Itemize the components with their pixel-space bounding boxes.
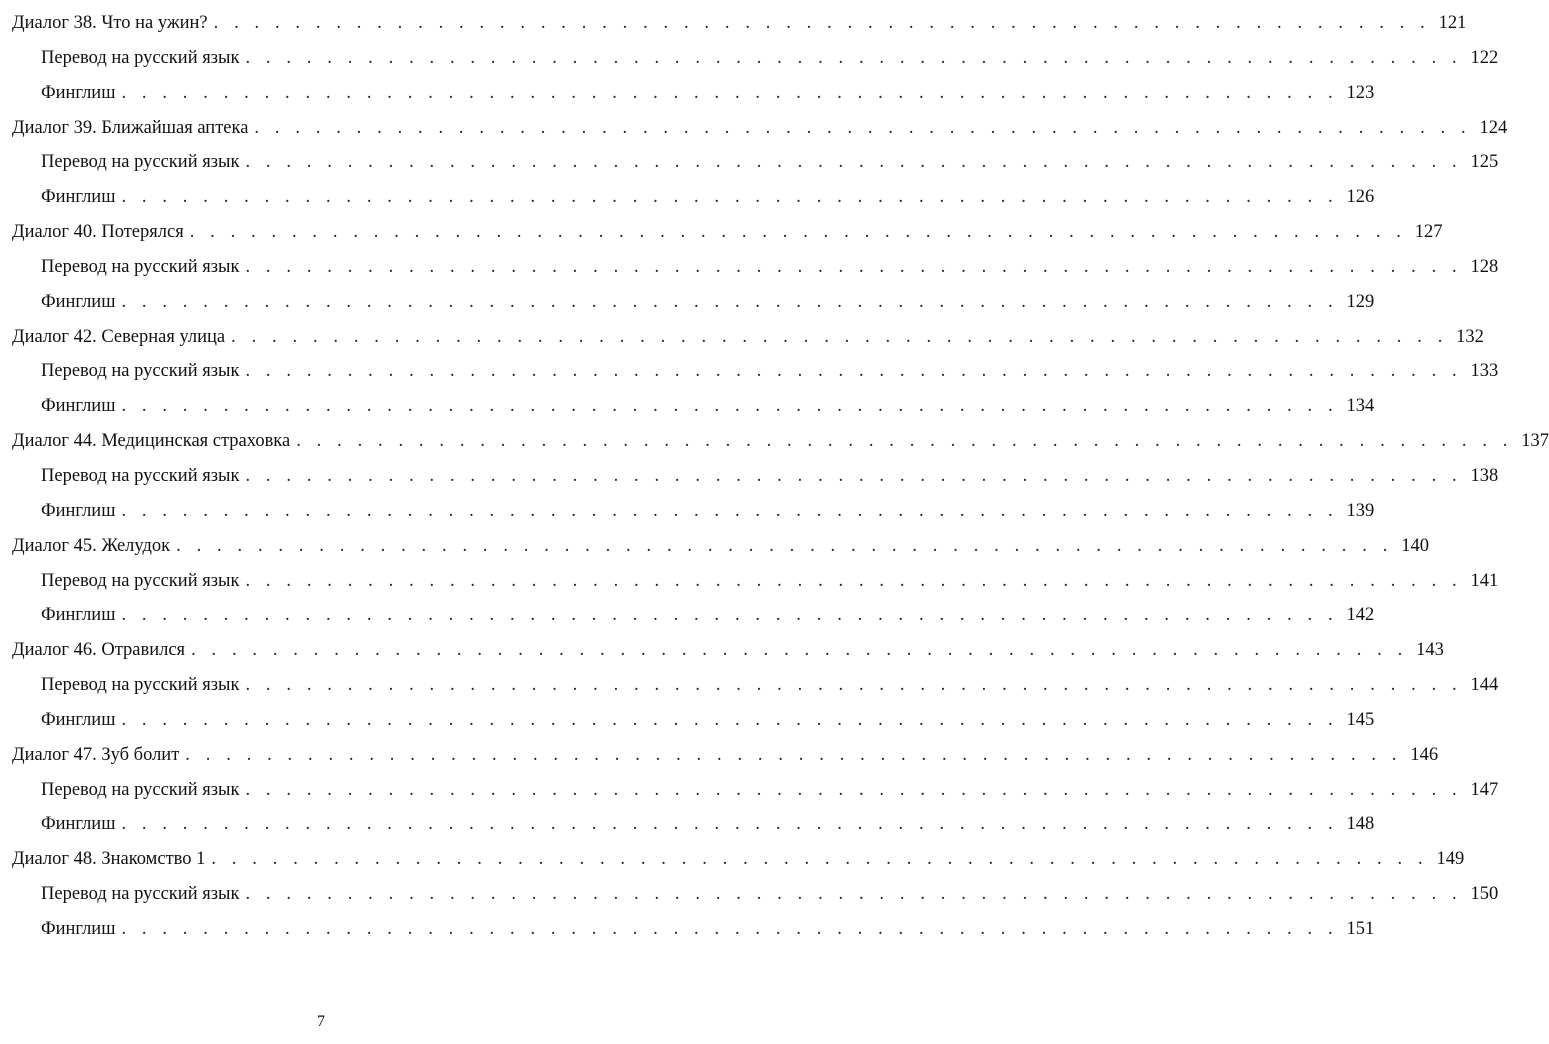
toc-entry-title: Финглиш [41,814,116,835]
toc-entry-title: Перевод на русский язык [41,256,240,277]
toc-subsection-entry[interactable] [0,773,1499,808]
toc-entry-title: Диалог 39. Ближайшая аптека [12,117,249,138]
toc-entry-title: Финглиш [41,187,116,208]
toc-subsection-entry[interactable] [0,459,1499,494]
toc-entry-title: Перевод на русский язык [41,47,240,68]
toc-entry-page-number: 132 [1456,326,1484,347]
toc-entry-title: Перевод на русский язык [41,361,240,382]
dot-leader: . . . . . . . . . . . . . . . . . . . . . . . . . . . . . . . . . . . . . . . . . . . . . . . . . . . . . . . . . . . . [245,884,1463,905]
dot-leader: . . . . . . . . . . . . . . . . . . . . . . . . . . . . . . . . . . . . . . . . . . . . . . . . . . . . . . . . . . . . [121,291,1339,312]
toc-chapter-entry[interactable] [0,320,1484,355]
dot-leader: . . . . . . . . . . . . . . . . . . . . . . . . . . . . . . . . . . . . . . . . . . . . . . . . . . . . . . . . . . . . [121,82,1339,103]
dot-leader: . . . . . . . . . . . . . . . . . . . . . . . . . . . . . . . . . . . . . . . . . . . . . . . . . . . . . . . . . . . . [121,814,1339,835]
toc-subsection-entry[interactable] [0,877,1499,912]
toc-subsection-entry[interactable] [0,389,1375,424]
dot-leader: . . . . . . . . . . . . . . . . . . . . . . . . . . . . . . . . . . . . . . . . . . . . . . . . . . . . . . . . . . . . [245,256,1463,277]
toc-entry-page-number: 141 [1470,570,1499,591]
toc-entry-title: Перевод на русский язык [41,884,240,905]
dot-leader: . . . . . . . . . . . . . . . . . . . . . . . . . . . . . . . . . . . . . . . . . . . . . . . . . . . . . . . . . . . . [213,13,1431,33]
toc-entry-page-number: 151 [1346,918,1375,939]
toc-entry-page-number: 146 [1410,744,1439,765]
toc-entry-page-number: 149 [1436,849,1465,870]
toc-entry-title: Диалог 48. Знакомство 1 [12,849,206,870]
dot-leader: . . . . . . . . . . . . . . . . . . . . . . . . . . . . . . . . . . . . . . . . . . . . . . . . . . . . . . . . . . . . [245,361,1463,382]
toc-entry-page-number: 148 [1346,814,1375,835]
toc-entry-page-number: 128 [1470,256,1499,277]
toc-entry-title: Диалог 44. Медицинская страховка [12,431,291,452]
toc-entry-page-number: 129 [1346,291,1375,312]
toc-entry-page-number: 147 [1470,779,1499,800]
toc-entry-title: Перевод на русский язык [41,152,240,173]
toc-entry-page-number: 122 [1470,47,1499,68]
toc-entry-page-number: 137 [1521,431,1549,452]
toc-entry-title: Перевод на русский язык [41,465,240,486]
dot-leader: . . . . . . . . . . . . . . . . . . . . . . . . . . . . . . . . . . . . . . . . . . . . . . . . . . . . . . . . . . . . [191,640,1408,661]
dot-leader: . . . . . . . . . . . . . . . . . . . . . . . . . . . . . . . . . . . . . . . . . . . . . . . . . . . . . . . . . . . . [254,117,1472,138]
toc-chapter-entry[interactable] [0,633,1444,668]
toc-entry-page-number: 145 [1346,709,1375,730]
dot-leader: . . . . . . . . . . . . . . . . . . . . . . . . . . . . . . . . . . . . . . . . . . . . . . . . . . . . . . . . . . . . [185,744,1403,765]
toc-entry-title: Диалог 40. Потерялся [12,222,184,243]
toc-subsection-entry[interactable] [0,145,1499,180]
table-of-contents [0,6,1549,947]
toc-entry-page-number: 123 [1346,82,1375,103]
toc-entry-page-number: 134 [1346,396,1375,417]
dot-leader: . . . . . . . . . . . . . . . . . . . . . . . . . . . . . . . . . . . . . . . . . . . . . . . . . . . . . . . . . . . . [245,465,1463,486]
toc-chapter-entry[interactable] [0,738,1439,773]
toc-entry-title: Диалог 45. Желудок [12,535,171,556]
toc-entry-title: Перевод на русский язык [41,779,240,800]
page-number: 7 [317,1013,325,1030]
toc-entry-title: Финглиш [41,918,116,939]
toc-subsection-entry[interactable] [0,703,1375,738]
dot-leader: . . . . . . . . . . . . . . . . . . . . . . . . . . . . . . . . . . . . . . . . . . . . . . . . . . . . . . . . . . . . [245,570,1463,591]
toc-entry-page-number: 144 [1470,675,1499,696]
toc-entry-page-number: 124 [1479,117,1508,138]
toc-entry-page-number: 150 [1470,884,1499,905]
toc-subsection-entry[interactable] [0,912,1375,947]
toc-entry-page-number: 133 [1470,361,1499,382]
toc-entry-title: Финглиш [41,605,116,626]
toc-chapter-entry[interactable] [0,215,1443,250]
toc-subsection-entry[interactable] [0,807,1375,842]
dot-leader: . . . . . . . . . . . . . . . . . . . . . . . . . . . . . . . . . . . . . . . . . . . . . . . . . . . . . . . . . . . . [121,918,1339,939]
toc-chapter-entry[interactable] [0,842,1465,877]
toc-subsection-entry[interactable] [0,180,1375,215]
toc-subsection-entry[interactable] [0,250,1499,285]
dot-leader: . . . . . . . . . . . . . . . . . . . . . . . . . . . . . . . . . . . . . . . . . . . . . . . . . . . . . . . . . . . . [245,152,1463,173]
toc-entry-title: Перевод на русский язык [41,570,240,591]
dot-leader: . . . . . . . . . . . . . . . . . . . . . . . . . . . . . . . . . . . . . . . . . . . . . . . . . . . . . . . . . . . . [245,675,1463,696]
toc-entry-page-number: 126 [1346,187,1375,208]
toc-entry-title: Финглиш [41,82,116,103]
toc-subsection-entry[interactable] [0,41,1499,76]
dot-leader: . . . . . . . . . . . . . . . . . . . . . . . . . . . . . . . . . . . . . . . . . . . . . . . . . . . . . . . . . . . . [189,222,1407,243]
toc-entry-title: Диалог 42. Северная улица [12,326,226,347]
dot-leader: . . . . . . . . . . . . . . . . . . . . . . . . . . . . . . . . . . . . . . . . . . . . . . . . . . . . . . . . . . . . [176,535,1393,556]
dot-leader: . . . . . . . . . . . . . . . . . . . . . . . . . . . . . . . . . . . . . . . . . . . . . . . . . . . . . . . . . . . . [121,709,1339,730]
toc-entry-title: Диалог 46. Отравился [12,640,186,661]
toc-chapter-entry[interactable] [0,424,1549,459]
toc-subsection-entry[interactable] [0,668,1499,703]
toc-entry-page-number: 140 [1401,535,1429,556]
toc-chapter-entry[interactable] [0,6,1467,41]
toc-subsection-entry[interactable] [0,354,1499,389]
toc-entry-page-number: 142 [1346,605,1375,626]
toc-chapter-entry[interactable] [0,111,1508,146]
dot-leader: . . . . . . . . . . . . . . . . . . . . . . . . . . . . . . . . . . . . . . . . . . . . . . . . . . . . . . . . . . . . [245,47,1463,68]
dot-leader: . . . . . . . . . . . . . . . . . . . . . . . . . . . . . . . . . . . . . . . . . . . . . . . . . . . . . . . . . . . . [211,849,1429,870]
dot-leader: . . . . . . . . . . . . . . . . . . . . . . . . . . . . . . . . . . . . . . . . . . . . . . . . . . . . . . . . . . . . [245,779,1463,800]
toc-subsection-entry[interactable] [0,598,1375,633]
toc-entry-page-number: 139 [1346,500,1375,521]
dot-leader: . . . . . . . . . . . . . . . . . . . . . . . . . . . . . . . . . . . . . . . . . . . . . . . . . . . . . . . . . . . . [121,605,1339,626]
toc-subsection-entry[interactable] [0,285,1375,320]
toc-entry-page-number: 127 [1414,222,1443,243]
toc-entry-page-number: 121 [1438,13,1467,33]
toc-entry-title: Диалог 38. Что на ужин? [12,13,208,33]
toc-subsection-entry[interactable] [0,76,1375,111]
toc-entry-title: Финглиш [41,500,116,521]
toc-entry-page-number: 138 [1470,465,1499,486]
dot-leader: . . . . . . . . . . . . . . . . . . . . . . . . . . . . . . . . . . . . . . . . . . . . . . . . . . . . . . . . . . . . [296,431,1514,452]
dot-leader: . . . . . . . . . . . . . . . . . . . . . . . . . . . . . . . . . . . . . . . . . . . . . . . . . . . . . . . . . . . . [121,500,1339,521]
toc-entry-title: Финглиш [41,396,116,417]
toc-entry-title: Диалог 47. Зуб болит [12,744,180,765]
toc-entry-title: Финглиш [41,291,116,312]
toc-entry-title: Перевод на русский язык [41,675,240,696]
toc-subsection-entry[interactable] [0,494,1375,529]
toc-chapter-entry[interactable] [0,529,1429,564]
dot-leader: . . . . . . . . . . . . . . . . . . . . . . . . . . . . . . . . . . . . . . . . . . . . . . . . . . . . . . . . . . . . [231,326,1448,347]
toc-entry-page-number: 125 [1470,152,1499,173]
toc-entry-page-number: 143 [1416,640,1444,661]
toc-subsection-entry[interactable] [0,564,1499,599]
toc-entry-title: Финглиш [41,709,116,730]
dot-leader: . . . . . . . . . . . . . . . . . . . . . . . . . . . . . . . . . . . . . . . . . . . . . . . . . . . . . . . . . . . . [121,396,1339,417]
dot-leader: . . . . . . . . . . . . . . . . . . . . . . . . . . . . . . . . . . . . . . . . . . . . . . . . . . . . . . . . . . . . [121,187,1339,208]
